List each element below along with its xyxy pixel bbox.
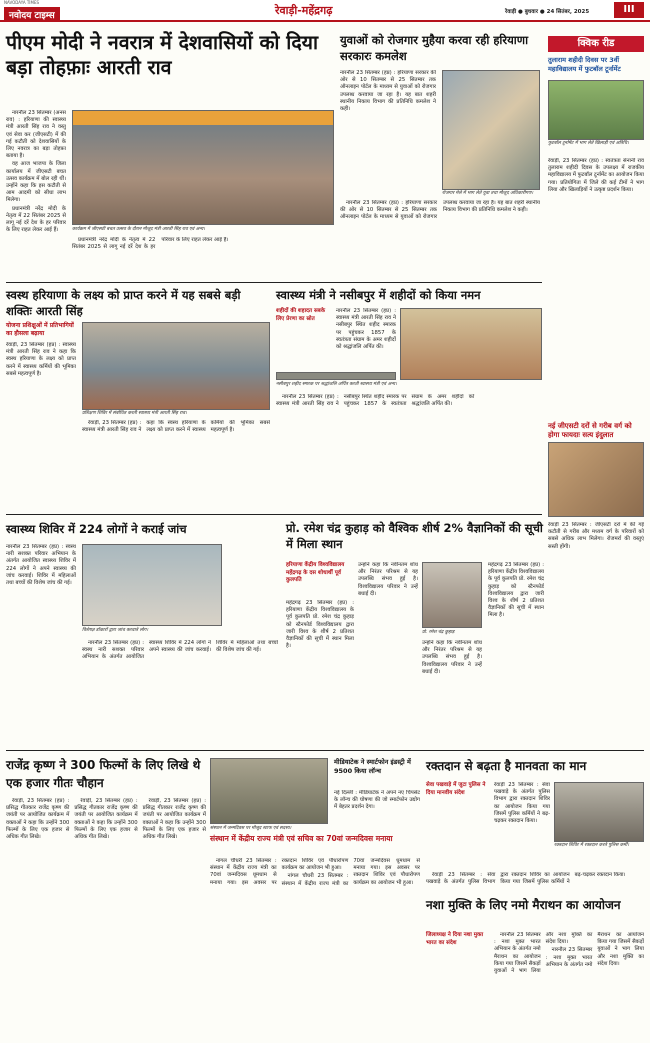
- subhead-kuhad: हरियाणा केंद्रीय विश्वविद्यालय महेंद्रगढ़ के दस शोधार्थी पूर्व कुलपति: [286, 562, 345, 583]
- subhead-nasibpur: शहीदों की शहादत सबके लिए प्रेरणा का स्रोत: [276, 308, 326, 322]
- photo-sanstha: [210, 758, 328, 824]
- story-kamlesh-body: नारनौल 23 सितम्बर (हप्र) : हरियाणा सरकार की ओर से 10 सितम्बर से 25 सितम्बर तक ऑनलाइन पोर्टल के माध्यम से युवाओं को रोजगार उपलब्ध करवाया जा रहा है। यह बात शहरी स्थानीय निकाय विभाग की प्रतिनिधि कमलेश ने कही।: [340, 70, 436, 113]
- story-rajendra-cols: [6, 798, 206, 1036]
- story-kuhad-col3: महेंद्रगढ़ 23 सितम्बर (हप्र) : हरियाणा केंद्रीय विश्वविद्यालय के पूर्व कुलपति प्रो. रमेश चंद्र कुहाड़ को स्टैनफोर्ड विश्वविद्यालय द्वारा जारी विश्व के शीर्ष 2 प्रतिशत वैज्ञानिकों की सूची में स्थान मिला है।: [488, 562, 544, 619]
- headline-blood: रक्तदान से बढ़ता है मानवता का मान: [426, 759, 587, 773]
- nasha-para-2: नारनौल 23 सितम्बर : नशा मुक्त भारत अभियान के अंतर्गत नमो मैराथन का आयोजन किया गया जिसमें सैकड़ों युवाओं ने भाग लिया और नशा मुक्ति का संदेश दिया।: [545, 932, 644, 968]
- story-kuhad-col2: उन्होंने कहा कि नवीनतम शोध और निरंतर परिश्रम से यह उपलब्धि संभव हुई है। विश्वविद्यालय परिवार ने उन्हें बधाई दी।: [358, 562, 418, 597]
- headline-kuhad: प्रो. रमेश चंद्र कुहाड़ को वैश्विक शीर्ष 2% वैज्ञानिकों की सूची में मिला स्थान: [286, 521, 543, 551]
- story-nasibpur-body: नारनौल 23 सितम्बर (हप्र) : स्वास्थ्य मंत्री आरती सिंह राव ने नसीबपुर स्थित शहीद स्मारक पर पहुंचकर 1857 के स्वतंत्रता संग्राम के अमर शहीदों को श्रद्धांजलि अर्पित की।: [336, 308, 396, 351]
- subhead-swasth: योजना प्रशिक्षुओं में प्रतिभागियों का हौसला बढ़ाया: [6, 322, 74, 337]
- nasha-para-1: नारनौल 23 सितम्बर : नशा मुक्त भारत अभियान के अंतर्गत नमो मैराथन का आयोजन किया गया जिसमें सैकड़ों युवाओं ने भाग लिया और नशा मुक्ति का संदेश दिया।: [494, 932, 593, 975]
- story-swasth-body: रेवाड़ी, 23 सितम्बर (हप्र) : स्वास्थ्य मंत्री आरती सिंह राव ने कहा कि स्वस्थ हरियाणा के लक्ष्य को प्राप्त करने में स्वास्थ्य कर्मियों की भूमिका सबसे महत्वपूर्ण है।: [6, 342, 76, 377]
- headline-aarti: पीएम मोदी ने नवरात्र में देशवासियों को दिया बड़ा तोहफ़ाः आरती राव: [6, 31, 319, 79]
- swasth-col-para: रेवाड़ी, 23 सितम्बर (हप्र) : स्वास्थ्य मंत्री आरती सिंह राव ने कहा कि स्वस्थ हरियाणा के लक्ष्य को प्राप्त करने में स्वास्थ्य कर्मियों की भूमिका सबसे महत्वपूर्ण है।: [82, 420, 270, 434]
- caption-blood: रक्तदान शिविर में रक्तदान करते पुलिस कर्मी।: [554, 843, 629, 848]
- photo-kamlesh: [442, 70, 540, 190]
- nasibpur-col-para: नारनौल 23 सितम्बर (हप्र) : स्वास्थ्य मंत्री आरती सिंह राव ने नसीबपुर स्थित शहीद स्मारक पर पहुंचकर 1857 के स्वतंत्रता संग्राम के अमर शहीदों को श्रद्धांजलि अर्पित की।: [276, 394, 475, 408]
- aarti-para-3: प्रधानमंत्री नरेंद्र मोदी के नेतृत्व में 22 सितंबर 2025 से लागू नई दरें देश के हर परिवार के लिए राहत लेकर आई हैं।: [6, 205, 66, 234]
- divider-3: [6, 750, 644, 751]
- divider-2: [6, 514, 542, 515]
- photo-nasibpur: [400, 308, 542, 380]
- aarti-col-para: प्रधानमंत्री नरेंद्र मोदी के नेतृत्व में 22 सितंबर 2025 से लागू नई दरें देश के हर परिवार के लिए राहत लेकर आई हैं।: [72, 237, 229, 251]
- paper-name: नवोदय टाइम्स: [4, 7, 60, 22]
- story-nasibpur-cols: [276, 394, 542, 510]
- photo-gst: [548, 442, 644, 517]
- date-line: रेवाड़ी ● बुधवार ● 24 सितंबर, 2025: [505, 9, 590, 15]
- story-camp-body: नारनौल 23 सितम्बर (हप्र) : स्वस्थ नारी सशक्त परिवार अभियान के अंतर्गत आयोजित स्वास्थ्य शिविर में 224 लोगों ने अपने स्वास्थ्य की जांच करवाई। शिविर में महिलाओं तथा बच्चों की विशेष जांच की गई।: [6, 544, 76, 587]
- story-blood-body: रेवाड़ी 23 सितम्बर : सेवा पखवाड़े के अंतर्गत पुलिस विभाग द्वारा रक्तदान शिविर का आयोजन किया गया जिसमें पुलिस कर्मियों ने बढ़-चढ़कर रक्तदान किया।: [494, 782, 550, 825]
- headline-swasth: स्वस्थ हरियाणा के लक्ष्य को प्राप्त करने में यह सबसे बड़ी शक्तिः आरती सिंह: [6, 288, 241, 318]
- rajendra-para-2: रेवाड़ी, 23 सितम्बर (हप्र) : प्रसिद्ध गीतकार राजेंद्र कृष्ण की जयंती पर आयोजित कार्यक्रम में वक्ताओं ने कहा कि उन्होंने 300 फिल्मों के लिए एक हजार से अधिक गीत लिखे।: [74, 798, 138, 841]
- subhead-blood: सेवा पखवाड़े में जुटा पुलिस ने दिया मानवीय संदेश: [426, 782, 486, 796]
- story-aarti-cols: [72, 237, 334, 277]
- caption-camp: विशेषज्ञ डॉक्टरों द्वारा जांच करवाते लोग।: [82, 628, 149, 633]
- headline-camp: स्वास्थ्य शिविर में 224 लोगों ने कराई जांच: [6, 522, 187, 536]
- caption-kamlesh: रोजगार मेले में भाग लेते युवा तथा मौजूद अधिकारीगण।: [442, 191, 534, 196]
- headline-quick: तुलाराम शहीदी दिवस पर 3वीं महाविद्यालय में फुटबॉल टूर्नामेंट: [548, 56, 621, 73]
- paper-name-top: NAVODAYA TIMES: [4, 0, 40, 5]
- caption-aarti: कार्यक्रम में जीएसटी बचत उत्सव के दौरान मौजूद मंत्री आरती सिंह राव एवं अन्य।: [72, 227, 205, 232]
- caption-kuhad: प्रो. रमेश चंद्र कुहाड़: [422, 630, 455, 635]
- story-nasha-cols: [494, 932, 644, 1036]
- story-swasth-cols: [82, 420, 270, 510]
- story-media-body: नई दिल्ली : मीडियाटेक ने अपने नए चिपसेट के लॉन्च की घोषणा की जो स्मार्टफोन उद्योग में बेहतर प्रदर्शन देगा।: [334, 790, 420, 811]
- sanstha-para-2: नांगल चौधरी 23 सितम्बर : संस्थान में केंद्रीय राज्य मंत्री का 70वां जन्मदिवस धूमधाम से मनाया गया। इस अवसर पर रक्तदान शिविर एवं पौधारोपण कार्यक्रम का आयोजन भी हुआ।: [281, 858, 420, 887]
- photo-nasibpur-2: [276, 372, 396, 380]
- rajendra-para-1: रेवाड़ी, 23 सितम्बर (हप्र) : प्रसिद्ध गीतकार राजेंद्र कृष्ण की जयंती पर आयोजित कार्यक्रम में वक्ताओं ने कहा कि उन्होंने 300 फिल्मों के लिए एक हजार से अधिक गीत लिखे।: [6, 798, 70, 841]
- caption-quick: फुटबॉल टूर्नामेंट में भाग लेते खिलाड़ी एवं अतिथि।: [548, 141, 629, 146]
- story-kamlesh-cols: [340, 200, 540, 278]
- caption-swasth: प्रशिक्षण शिविर में संबोधित करती स्वास्थ्य मंत्री आरती सिंह राव।: [82, 411, 187, 416]
- kamlesh-col-para: नारनौल 23 सितम्बर (हप्र) : हरियाणा सरकार की ओर से 10 सितम्बर से 25 सितम्बर तक ऑनलाइन पोर्टल के माध्यम से युवाओं को रोजगार उपलब्ध करवाया जा रहा है। यह बात शहरी स्थानीय निकाय विभाग की प्रतिनिधि कमलेश ने कही।: [340, 200, 540, 221]
- sanstha-para-1: नांगल चौधरी 23 सितम्बर : संस्थान में केंद्रीय राज्य मंत्री का 70वां जन्मदिवस धूमधाम से मनाया गया। इस अवसर पर रक्तदान शिविर एवं पौधारोपण कार्यक्रम का आयोजन भी हुआ।: [210, 858, 349, 886]
- camp-col-para: नारनौल 23 सितम्बर (हप्र) : स्वस्थ नारी सशक्त परिवार अभियान के अंतर्गत आयोजित स्वास्थ्य शिविर में 224 लोगों ने अपने स्वास्थ्य की जांच करवाई। शिविर में महिलाओं तथा बच्चों की विशेष जांच की गई।: [82, 640, 278, 661]
- photo-blood: [554, 782, 644, 842]
- headline-gst: नई जीएसटी दरों से गरीब वर्ग को होगा फायदाः सत्य इंदुलात: [548, 422, 632, 439]
- masthead: [0, 0, 650, 22]
- quick-read-banner: क्विक रीड: [548, 36, 644, 52]
- story-aarti-body: [6, 110, 66, 270]
- section-title: रेवाड़ी-महेंद्रगढ़: [275, 4, 333, 17]
- page-number: III: [614, 2, 644, 18]
- caption-sanstha: संस्थान में जन्मदिवस पर मौजूद स्टाफ एवं सदस्य।: [210, 826, 292, 831]
- aarti-para-1: नारनौल 23 सितम्बर (अनस राव) : हरियाणा की स्वास्थ्य मंत्री आरती सिंह राव ने वस्तु एवं सेवा कर (जीएसटी) में की गई कटौती को देशवासियों के लिए नवरात्र का बड़ा तोहफ़ा बताया है।: [6, 110, 66, 160]
- caption-nasibpur: नसीबपुर शहीद स्मारक पर श्रद्धांजलि अर्पित करती स्वास्थ्य मंत्री एवं अन्य।: [276, 382, 397, 387]
- story-gst-body: रेवाड़ी 23 सितम्बर : जीएसटी दरों में की गई कटौती से गरीब और मध्यम वर्ग के परिवारों को सबसे अधिक लाभ मिलेगा। रोजमर्रा की वस्तुएं सस्ती होंगी।: [548, 522, 644, 550]
- headline-nasha: नशा मुक्ति के लिए नमो मैराथन का आयोजन: [426, 898, 621, 912]
- story-camp-cols: [82, 640, 278, 744]
- photo-quick: [548, 80, 644, 140]
- blood-col-para: रेवाड़ी 23 सितम्बर : सेवा पखवाड़े के अंतर्गत पुलिस विभाग द्वारा रक्तदान शिविर का आयोजन किया गया जिसमें पुलिस कर्मियों ने बढ़-चढ़कर रक्तदान किया।: [426, 872, 626, 886]
- photo-kuhad: [422, 562, 482, 628]
- headline-rajendra: राजेंद्र कृष्ण ने 300 फिल्मों के लिए लिखे थे एक हजार गीतः चौहान: [6, 758, 201, 790]
- story-sanstha-cols: [210, 858, 420, 1036]
- story-quick-body: रेवाड़ी, 23 सितम्बर (हप्र) : स्वतंत्रता सेनानी राव तुलाराम शहीदी दिवस के उपलक्ष्य में राजकीय महाविद्यालय में फुटबॉल टूर्नामेंट का आयोजन किया गया। प्रतियोगिता में जिले की कई टीमों ने भाग लिया और खिलाड़ियों ने उत्कृष्ट प्रदर्शन किया।: [548, 158, 644, 193]
- photo-aarti: [72, 110, 334, 225]
- rajendra-para-3: रेवाड़ी, 23 सितम्बर (हप्र) : प्रसिद्ध गीतकार राजेंद्र कृष्ण की जयंती पर आयोजित कार्यक्रम में वक्ताओं ने कहा कि उन्होंने 300 फिल्मों के लिए एक हजार से अधिक गीत लिखे।: [142, 798, 206, 841]
- photo-camp: [82, 544, 222, 626]
- subhead-nasha: जिलाध्यक्ष ने दिया नशा मुक्त भारत का संदेश: [426, 932, 484, 946]
- story-blood-cols: [426, 872, 644, 894]
- photo-swasth: [82, 322, 270, 410]
- photo-banner: [73, 111, 333, 125]
- divider-1: [6, 282, 542, 283]
- aarti-para-2: वह आज भाजपा के जिला कार्यालय में जीएसटी बचत उत्सव कार्यक्रम में बोल रही थीं। उन्होंने कहा कि इस कटौती से आम आदमी को सीधा लाभ मिलेगा।: [6, 161, 66, 204]
- headline-media: मीडियाटेक ने स्मार्टफोन इंडस्ट्री में 9500 किया लॉन्च: [334, 758, 411, 775]
- story-kuhad-col4: उन्होंने कहा कि नवीनतम शोध और निरंतर परिश्रम से यह उपलब्धि संभव हुई है। विश्वविद्यालय परिवार ने उन्हें बधाई दी।: [422, 640, 482, 675]
- headline-nasibpur: स्वास्थ्य मंत्री ने नसीबपुर में शहीदों को किया नमन: [276, 288, 481, 302]
- headline-sanstha: संस्थान में केंद्रीय राज्य मंत्री एवं सचिव का 70वां जन्मदिवस मनाया: [210, 834, 393, 843]
- headline-kamlesh: युवाओं को रोजगार मुहैया करवा रही हरियाणा सरकारः कमलेश: [340, 33, 529, 63]
- story-kuhad-body: महेंद्रगढ़ 23 सितम्बर (हप्र) : हरियाणा केंद्रीय विश्वविद्यालय के पूर्व कुलपति प्रो. रमेश चंद्र कुहाड़ को स्टैनफोर्ड विश्वविद्यालय द्वारा जारी विश्व के शीर्ष 2 प्रतिशत वैज्ञानिकों की सूची में स्थान मिला है।: [286, 600, 354, 650]
